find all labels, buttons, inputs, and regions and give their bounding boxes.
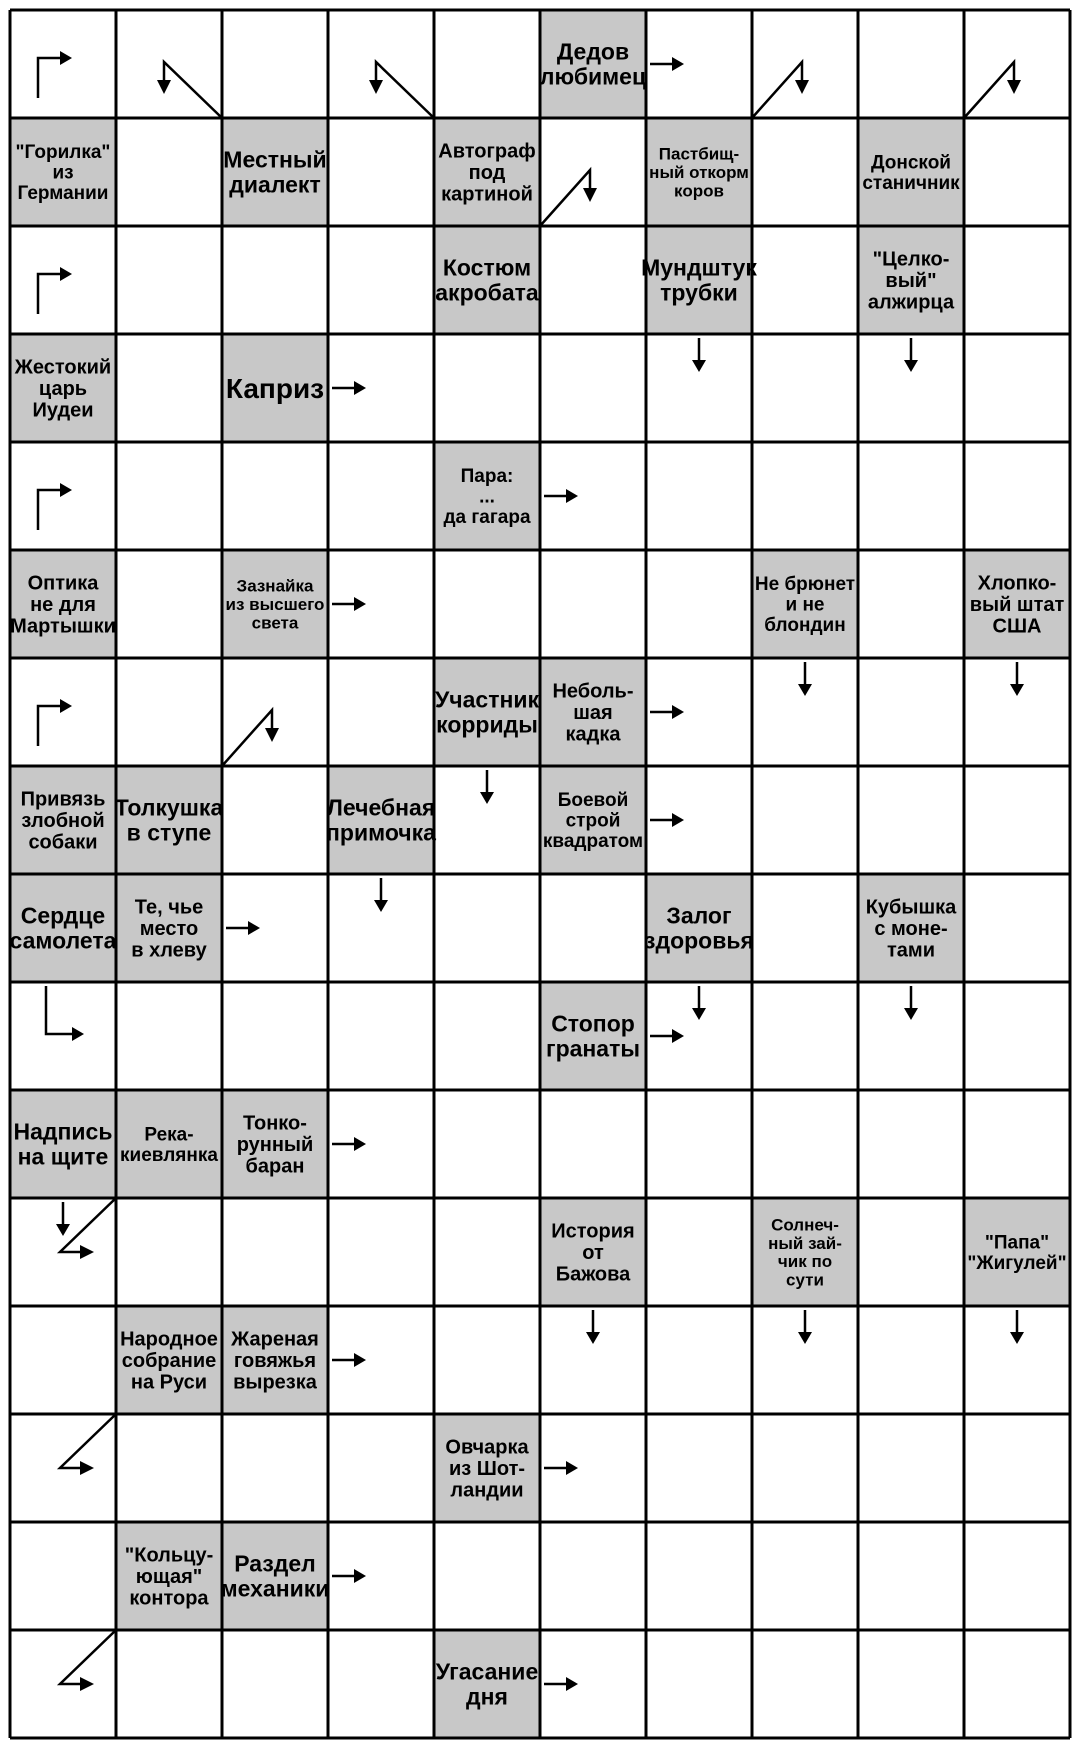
- clue-text-line: алжирца: [867, 291, 955, 314]
- clue-text-line: тами: [886, 939, 936, 962]
- answer-cell[interactable]: [752, 982, 858, 1090]
- clue-text-line: картиной: [441, 183, 533, 206]
- answer-cell[interactable]: [222, 1198, 328, 1306]
- clue-text-line: контора: [129, 1587, 209, 1610]
- answer-cell[interactable]: [752, 874, 858, 982]
- clue-text-line: Бажова: [555, 1263, 631, 1286]
- clue-text-line: ный зай-: [768, 1233, 842, 1253]
- clue-text-line: с моне-: [874, 918, 948, 940]
- answer-cell[interactable]: [116, 550, 222, 658]
- answer-cell[interactable]: [964, 766, 1070, 874]
- answer-cell[interactable]: [858, 10, 964, 118]
- answer-cell[interactable]: [646, 442, 752, 550]
- clue-text-line: Неболь-: [552, 680, 634, 703]
- answer-cell[interactable]: [964, 982, 1070, 1090]
- answer-cell[interactable]: [222, 766, 328, 874]
- answer-cell[interactable]: [752, 1414, 858, 1522]
- clue-text-line: шая: [573, 702, 613, 724]
- answer-cell[interactable]: [116, 658, 222, 766]
- answer-cell[interactable]: [116, 442, 222, 550]
- answer-cell[interactable]: [222, 1630, 328, 1738]
- answer-cell[interactable]: [752, 1522, 858, 1630]
- clue-text-line: дня: [466, 1683, 508, 1710]
- clue-text-line: не для: [30, 594, 96, 616]
- clue-text-line: Германии: [17, 183, 109, 205]
- answer-cell[interactable]: [964, 1630, 1070, 1738]
- answer-cell[interactable]: [964, 118, 1070, 226]
- clue-text-line: в хлеву: [131, 939, 207, 962]
- answer-cell[interactable]: [646, 1198, 752, 1306]
- answer-cell[interactable]: [434, 982, 540, 1090]
- clue-text-line: Кубышка: [865, 896, 957, 919]
- answer-cell[interactable]: [646, 550, 752, 658]
- answer-cell[interactable]: [858, 1198, 964, 1306]
- clue-c36: [445, 1436, 529, 1501]
- clue-text-line: Привязь: [20, 788, 106, 811]
- clue-c27: [546, 1011, 640, 1062]
- clue-text-line: Тонко-: [243, 1112, 307, 1135]
- answer-cell[interactable]: [10, 1522, 116, 1630]
- clue-c35: [230, 1328, 319, 1393]
- clue-text-line: вырезка: [233, 1371, 317, 1394]
- clue-text-line: Те, чье: [134, 896, 204, 919]
- answer-cell[interactable]: [858, 658, 964, 766]
- clue-c37: [125, 1544, 214, 1609]
- clue-text-line: баран: [245, 1155, 305, 1178]
- clue-text-line: станичник: [862, 172, 960, 194]
- clue-text-line: и не: [785, 594, 825, 616]
- clue-text-line: гранаты: [545, 1035, 641, 1062]
- answer-cell[interactable]: [222, 982, 328, 1090]
- answer-cell[interactable]: [858, 1522, 964, 1630]
- answer-cell[interactable]: [328, 658, 434, 766]
- clue-text-line: Народное: [120, 1328, 218, 1351]
- clue-text-line: сути: [786, 1270, 824, 1290]
- clue-text-line: Стопор: [551, 1010, 635, 1037]
- clue-text-line: здоровья: [644, 927, 754, 954]
- clue-text-line: самолета: [9, 927, 117, 954]
- clue-text-line: Участник: [434, 686, 540, 713]
- answer-cell[interactable]: [646, 1630, 752, 1738]
- clue-text-line: Хлопко-: [977, 572, 1057, 595]
- answer-cell[interactable]: [752, 1630, 858, 1738]
- clue-text-line: Автограф: [438, 140, 536, 163]
- clue-text-line: Лечебная: [326, 794, 436, 821]
- clue-c07: [435, 255, 539, 306]
- clue-text-line: злобной: [21, 810, 105, 832]
- clue-c11: [226, 373, 324, 404]
- clue-text-line: Раздел: [234, 1550, 316, 1577]
- clue-text-line: Сердце: [20, 902, 106, 929]
- clue-c24: [131, 896, 207, 961]
- answer-cell[interactable]: [116, 226, 222, 334]
- clue-text-line: Овчарка: [445, 1436, 529, 1459]
- answer-cell[interactable]: [10, 658, 116, 766]
- clue-text-line: акробата: [435, 279, 539, 306]
- answer-cell[interactable]: [328, 1630, 434, 1738]
- answer-cell[interactable]: [540, 1090, 646, 1198]
- clue-text-line: Жареная: [231, 1328, 319, 1351]
- clue-text-line: механики: [220, 1575, 330, 1602]
- answer-cell[interactable]: [434, 550, 540, 658]
- clue-text-line: Угасание: [435, 1658, 539, 1685]
- answer-cell[interactable]: [116, 982, 222, 1090]
- answer-cell[interactable]: [222, 1414, 328, 1522]
- clue-text-line: Не брюнет: [754, 574, 856, 596]
- clue-text-line: на щите: [17, 1143, 109, 1170]
- clue-text-line: вый штат: [969, 594, 1065, 616]
- answer-cell[interactable]: [964, 1522, 1070, 1630]
- clue-text-line: из Шот-: [448, 1458, 526, 1480]
- clue-text-line: Мундштук: [641, 254, 757, 281]
- clue-text-line: История: [551, 1220, 635, 1243]
- answer-cell[interactable]: [964, 874, 1070, 982]
- clue-text-line: из высшего: [225, 594, 325, 614]
- answer-cell[interactable]: [10, 442, 116, 550]
- answer-cell[interactable]: [858, 1306, 964, 1414]
- answer-cell[interactable]: [964, 442, 1070, 550]
- answer-cell[interactable]: [858, 1414, 964, 1522]
- clue-text-line: квадратом: [542, 831, 644, 853]
- clue-text-line: ...: [479, 486, 495, 508]
- clue-c17: [435, 687, 540, 738]
- answer-cell[interactable]: [116, 1414, 222, 1522]
- clue-text-line: Пастбищ-: [658, 144, 740, 164]
- clue-text-line: Местный: [223, 146, 327, 173]
- answer-cell[interactable]: [434, 1090, 540, 1198]
- clue-text-line: Залог: [666, 902, 732, 929]
- clue-text-line: на Руси: [130, 1371, 208, 1394]
- answer-cell[interactable]: [222, 10, 328, 118]
- answer-cell[interactable]: [328, 982, 434, 1090]
- clue-text-line: коров: [674, 181, 724, 201]
- clue-text-line: Надпись: [13, 1118, 113, 1145]
- answer-cell[interactable]: [434, 334, 540, 442]
- clue-text-line: Жестокий: [14, 356, 112, 379]
- clue-text-line: вый": [885, 270, 937, 292]
- clue-c21: [326, 795, 436, 846]
- answer-cell[interactable]: [434, 1522, 540, 1630]
- clue-text-line: Солнеч-: [771, 1215, 839, 1235]
- answer-cell[interactable]: [646, 1306, 752, 1414]
- answer-cell[interactable]: [222, 442, 328, 550]
- answer-cell[interactable]: [964, 1414, 1070, 1522]
- clue-c34: [120, 1328, 218, 1393]
- clue-text-line: трубки: [660, 279, 738, 306]
- clue-text-line: под: [468, 162, 506, 184]
- clue-text-line: киевлянка: [120, 1144, 218, 1166]
- answer-cell[interactable]: [964, 334, 1070, 442]
- clue-text-line: "Жигулей": [967, 1252, 1067, 1274]
- answer-cell[interactable]: [540, 550, 646, 658]
- clue-c19: [21, 788, 106, 853]
- clue-text-line: собрание: [121, 1350, 217, 1372]
- clue-text-line: царь: [38, 378, 88, 400]
- clue-text-line: Пара:: [460, 466, 514, 488]
- clue-text-line: из: [52, 162, 74, 184]
- answer-cell[interactable]: [222, 226, 328, 334]
- clue-text-line: света: [251, 613, 299, 633]
- clue-text-line: Иудеи: [32, 399, 94, 422]
- clue-text-line: любимец: [539, 63, 647, 90]
- clue-text-line: диалект: [229, 171, 321, 198]
- clue-c30: [237, 1112, 314, 1177]
- answer-cell[interactable]: [10, 226, 116, 334]
- clue-text-line: блондин: [764, 615, 846, 637]
- clue-text-line: место: [139, 918, 199, 940]
- clue-text-line: от: [582, 1242, 604, 1264]
- clue-text-line: Мартышки: [10, 615, 116, 638]
- answer-cell[interactable]: [858, 766, 964, 874]
- clue-text-line: "Горилка": [15, 142, 111, 164]
- clue-c06: [862, 152, 960, 194]
- answer-cell[interactable]: [752, 1090, 858, 1198]
- clue-text-line: ландии: [450, 1479, 524, 1502]
- answer-cell[interactable]: [752, 118, 858, 226]
- answer-cell[interactable]: [858, 550, 964, 658]
- clue-text-line: Дедов: [556, 38, 630, 65]
- answer-cell[interactable]: [964, 1090, 1070, 1198]
- answer-cell[interactable]: [10, 1306, 116, 1414]
- clue-text-line: ный откорм: [649, 162, 749, 182]
- answer-cell[interactable]: [328, 1414, 434, 1522]
- answer-cell[interactable]: [540, 226, 646, 334]
- clue-text-line: рунный: [236, 1134, 314, 1156]
- answer-cell[interactable]: [646, 1414, 752, 1522]
- answer-cell[interactable]: [752, 334, 858, 442]
- answer-cell[interactable]: [434, 10, 540, 118]
- answer-cell[interactable]: [10, 10, 116, 118]
- answer-cell[interactable]: [540, 334, 646, 442]
- answer-cell[interactable]: [964, 226, 1070, 334]
- clue-text-line: Боевой: [557, 790, 629, 812]
- clue-text-line: да гагара: [443, 507, 531, 529]
- clue-text-line: Костюм: [442, 254, 532, 281]
- answer-cell[interactable]: [752, 442, 858, 550]
- answer-cell[interactable]: [646, 1522, 752, 1630]
- answer-cell[interactable]: [434, 874, 540, 982]
- clue-text-line: Каприз: [225, 372, 325, 404]
- answer-cell[interactable]: [10, 982, 116, 1090]
- answer-cell[interactable]: [434, 1198, 540, 1306]
- answer-cell[interactable]: [328, 442, 434, 550]
- clue-text-line: Река-: [144, 1124, 194, 1146]
- answer-cell[interactable]: [752, 766, 858, 874]
- clue-text-line: примочка: [326, 819, 436, 846]
- clue-c03: [223, 147, 326, 198]
- clue-text-line: корриды: [436, 711, 538, 738]
- clue-text-line: "Папа": [984, 1232, 1050, 1254]
- clue-text-line: Оптика: [27, 572, 99, 595]
- clue-text-line: Зазнайка: [236, 576, 314, 596]
- answer-cell[interactable]: [116, 1630, 222, 1738]
- answer-cell[interactable]: [116, 334, 222, 442]
- answer-cell[interactable]: [646, 1090, 752, 1198]
- clue-text-line: собаки: [28, 831, 98, 854]
- answer-cell[interactable]: [540, 1522, 646, 1630]
- answer-cell[interactable]: [328, 226, 434, 334]
- answer-cell[interactable]: [434, 1306, 540, 1414]
- answer-cell[interactable]: [116, 1198, 222, 1306]
- answer-cell[interactable]: [752, 226, 858, 334]
- answer-cell[interactable]: [328, 118, 434, 226]
- clue-text-line: говяжья: [233, 1350, 317, 1372]
- clue-text-line: строй: [565, 810, 621, 832]
- clue-text-line: ющая": [135, 1566, 203, 1588]
- clue-c23: [10, 903, 117, 954]
- clue-text-line: "Целко-: [872, 248, 950, 271]
- clue-text-line: "Кольцу-: [124, 1544, 214, 1567]
- clue-text-line: США: [992, 615, 1042, 638]
- answer-cell[interactable]: [116, 118, 222, 226]
- answer-cell[interactable]: [328, 1198, 434, 1306]
- clue-text-line: кадка: [565, 723, 621, 746]
- clue-c28: [14, 1119, 113, 1170]
- answer-cell[interactable]: [858, 1090, 964, 1198]
- clue-text-line: Донской: [871, 152, 951, 174]
- clue-c38: [221, 1551, 330, 1602]
- answer-cell[interactable]: [858, 442, 964, 550]
- clue-text-line: в ступе: [126, 819, 212, 846]
- answer-cell[interactable]: [858, 1630, 964, 1738]
- clue-text-line: чик по: [777, 1252, 833, 1272]
- clue-c20: [115, 795, 224, 846]
- clue-text-line: Толкушка: [114, 794, 224, 821]
- answer-cell[interactable]: [540, 874, 646, 982]
